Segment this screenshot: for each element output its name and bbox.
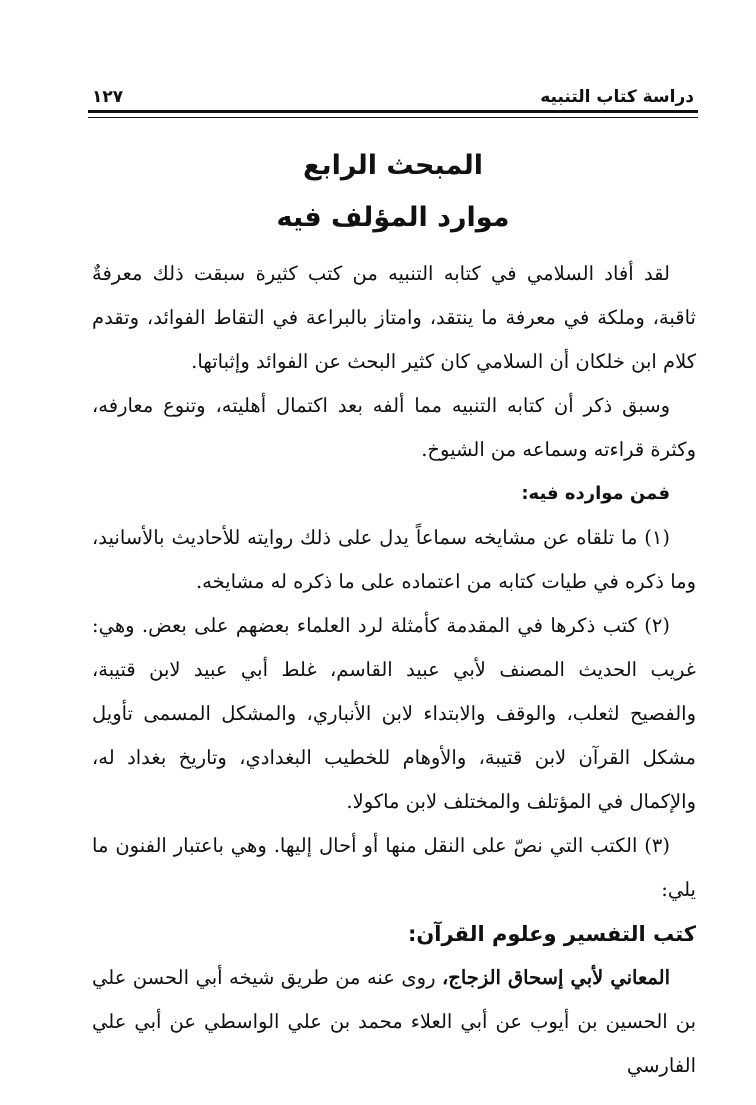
sources-subheading: فمن موارده فيه: bbox=[521, 483, 670, 504]
tafsir-heading: كتب التفسير وعلوم القرآن: bbox=[407, 922, 696, 946]
maani-rest: روى عنه من طريق شيخه أبي الحسن علي بن الحسين بن أيوب عن أبي العلاء محمد بن علي الواسطي عن أبي علي الفارسي bbox=[92, 966, 696, 1077]
header-rule-thin bbox=[88, 117, 698, 118]
paragraph-intro: لقد أفاد السلامي في كتابه التنبيه من كتب كثيرة سبقت ذلك معرفةٌ ثاقبة، وملكة في معرفة ما ينتقد، وامتاز بالبراعة في التقاط الفوائد، وتقدم كلام ابن خلكان أن السلامي كان كثير البحث عن الفوائد وإثباتها. bbox=[92, 262, 696, 373]
maani-lead: المعاني لأبي إسحاق الزجاج، bbox=[441, 966, 670, 989]
running-header bbox=[92, 70, 694, 106]
source-item-2: (٢) كتب ذكرها في المقدمة كأمثلة لرد العلماء بعضهم على بعض. وهي: غريب الحديث المصنف لأبي عبيد القاسم، غلط أبي عبيد لابن قتيبة، والفصيح لثعلب، والوقف والابتداء لابن الأنباري، والمشكل المسمى تأويل مشكل القرآن لابن قتيبة، والأوهام للخطيب البغدادي، وتاريخ بغداد له، والإكمال في المؤتلف والمختلف لابن ماكولا. bbox=[92, 614, 696, 813]
running-title: دراسة كتاب التنبيه bbox=[540, 87, 694, 107]
paragraph-maani bbox=[92, 956, 696, 1088]
source-item-1: (١) ما تلقاه عن مشايخه سماعاً يدل على ذلك روايته للأحاديث بالأسانيد، وما ذكره في طيات كتابه من اعتماده على ما ذكره له مشايخه. bbox=[92, 526, 696, 593]
page-number: ١٢٧ bbox=[92, 87, 124, 107]
header-rule-thick bbox=[88, 110, 698, 113]
section-title: موارد المؤلف فيه bbox=[276, 202, 510, 233]
paragraph-background: وسبق ذكر أن كتابه التنبيه مما ألفه بعد اكتمال أهليته، وتنوع معارفه، وكثرة قراءته وسماعه من الشيوخ. bbox=[92, 394, 696, 461]
chapter-title: المبحث الرابع bbox=[303, 150, 483, 181]
body-text bbox=[92, 252, 696, 1088]
source-item-3: (٣) الكتب التي نصّ على النقل منها أو أحال إليها. وهي باعتبار الفنون ما يلي: bbox=[92, 834, 696, 901]
